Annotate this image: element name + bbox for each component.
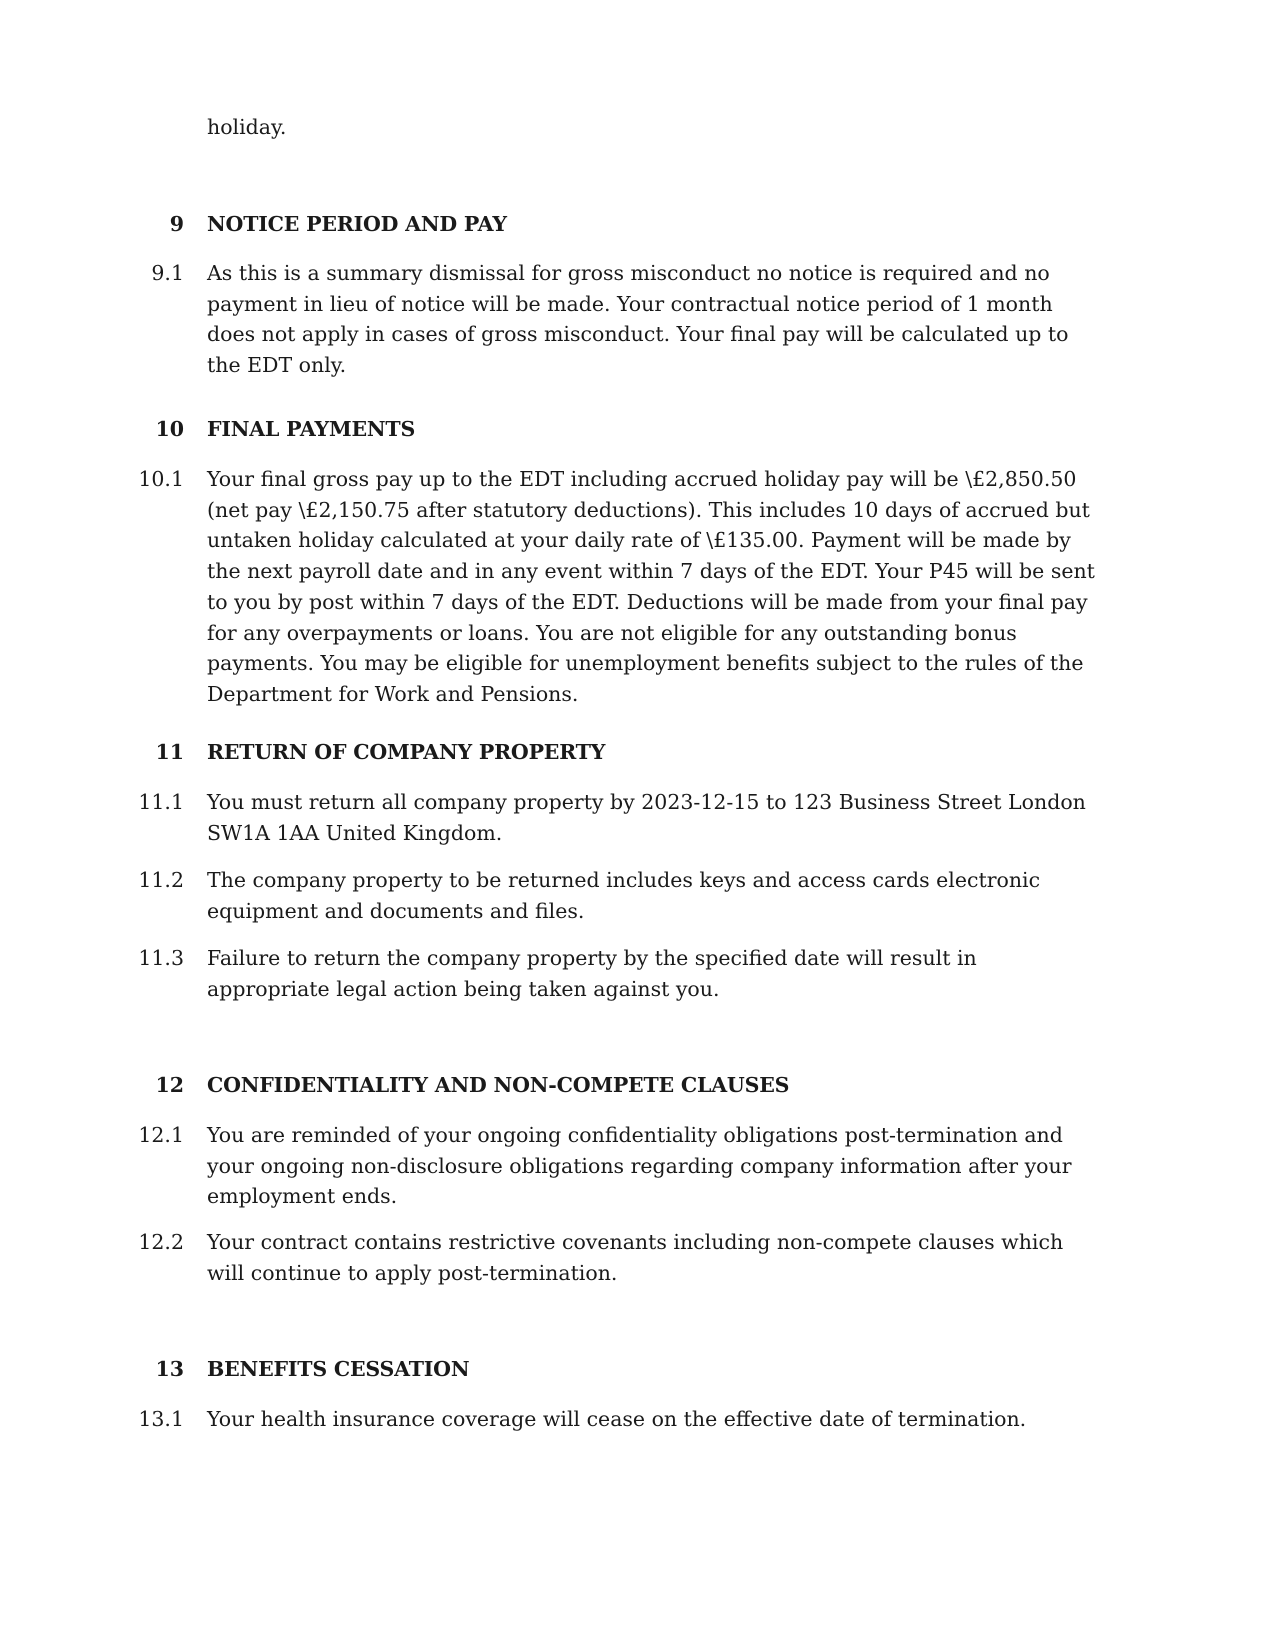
clause-text: Your final gross pay up to the EDT including accrued holiday pay will be \£2,850.50 (net pay \£2,150.75 after statutory deductions). This includes 10 days of accrued but untaken holiday calculated at your daily rate of \£135.00. Payment will be made by the next payroll date and in any event within 7 days of the EDT. Your P45 will be sent to you by post within 7 days of the EDT. Deductions will be made from your final pay for any overpayments or loans. You are not eligible for any outstanding bonus payments. You may be eligible for unemployment benefits subject to the rules of the Department for Work and Pensions. bbox=[207, 467, 1095, 706]
section-title: RETURN OF COMPANY PROPERTY bbox=[207, 740, 606, 764]
clause-number: 9.1 bbox=[151, 261, 184, 285]
section-number: 13 bbox=[155, 1357, 184, 1381]
continuation-text: holiday. bbox=[207, 115, 287, 139]
clause-number: 11.3 bbox=[138, 946, 184, 970]
clause-text: As this is a summary dismissal for gross misconduct no notice is required and no payment in lieu of notice will be made. Your contractual notice period of 1 month does not apply in cases of gross misconduct. Your final pay will be calculated up to the EDT only. bbox=[207, 261, 1069, 378]
clause-text: Failure to return the company property by the specified date will result in appropriate legal action being taken against you. bbox=[207, 946, 977, 1001]
clause-number: 10.1 bbox=[138, 467, 184, 491]
clause-number: 11.2 bbox=[138, 868, 184, 892]
section-number: 10 bbox=[155, 417, 184, 441]
section-title: FINAL PAYMENTS bbox=[207, 417, 416, 441]
section-number: 12 bbox=[155, 1073, 184, 1097]
clause-number: 12.2 bbox=[138, 1230, 184, 1254]
section-title: BENEFITS CESSATION bbox=[207, 1357, 470, 1381]
clause-text: Your contract contains restrictive covenants including non-compete clauses which will continue to apply post-termination. bbox=[207, 1230, 1064, 1285]
section-title: CONFIDENTIALITY AND NON-COMPETE CLAUSES bbox=[207, 1073, 790, 1097]
clause-number: 12.1 bbox=[138, 1123, 184, 1147]
clause-text: Your health insurance coverage will cease on the effective date of termination. bbox=[207, 1407, 1027, 1431]
section-number: 11 bbox=[155, 740, 184, 764]
clause-text: The company property to be returned includes keys and access cards electronic equipment and documents and files. bbox=[207, 868, 1041, 923]
clause-number: 11.1 bbox=[138, 790, 184, 814]
section-number: 9 bbox=[169, 212, 184, 236]
clause-text: You must return all company property by 2023-12-15 to 123 Business Street London SW1A 1AA United Kingdom. bbox=[207, 790, 1086, 845]
clause-text: You are reminded of your ongoing confidentiality obligations post-termination and your ongoing non-disclosure obligations regarding company information after your employment ends. bbox=[207, 1123, 1072, 1209]
clause-number: 13.1 bbox=[138, 1407, 184, 1431]
section-title: NOTICE PERIOD AND PAY bbox=[207, 212, 507, 236]
